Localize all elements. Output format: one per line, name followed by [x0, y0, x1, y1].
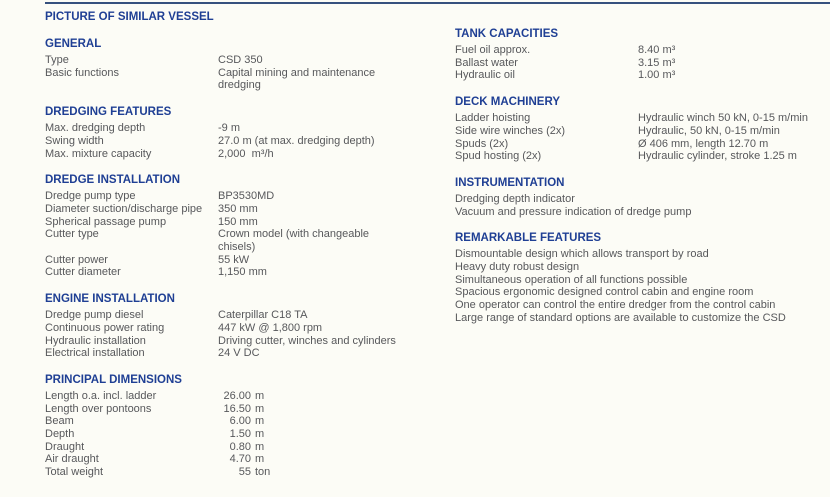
section-heading: ENGINE INSTALLATION [45, 293, 175, 306]
spec-value: Crown model (with changeable chisels) [218, 228, 373, 254]
spec-row [45, 347, 455, 360]
spec-row [45, 203, 455, 216]
spec-label: Spud hosting (2x) [455, 150, 542, 163]
spec-value-unit: m [255, 389, 265, 402]
section-heading: PRINCIPAL DIMENSIONS [45, 373, 182, 386]
spec-value: Driving cutter, winches and cylinders [218, 334, 396, 347]
spec-label: Electrical installation [45, 347, 145, 360]
section-remarkable-features [455, 232, 830, 324]
section-instrumentation [455, 177, 830, 218]
spec-label: Max. dredging depth [45, 122, 146, 135]
section-heading: INSTRUMENTATION [455, 176, 565, 189]
page-title: PICTURE OF SIMILAR VESSEL [45, 11, 214, 23]
spec-value-number: 26.00 [223, 389, 251, 402]
spec-value: 350 mm [218, 202, 258, 215]
spec-row [45, 67, 455, 92]
section-deck-machinery [455, 96, 830, 163]
section-heading: DECK MACHINERY [455, 96, 560, 109]
section-heading: DREDGING FEATURES [45, 106, 172, 119]
spec-row [45, 54, 455, 67]
spec-row [45, 466, 455, 479]
spec-row [45, 415, 455, 428]
spec-value: Hydraulic, 50 kN, 0-15 m/min [638, 124, 780, 137]
spec-row [455, 69, 830, 82]
spec-row [45, 135, 455, 148]
feature-line: One operator can control the entire dredger from the control cabin [455, 299, 776, 312]
spec-row [455, 57, 830, 70]
column-left [45, 6, 455, 479]
top-rule [45, 2, 830, 4]
spec-row [455, 138, 830, 151]
section-heading: GENERAL [45, 38, 102, 50]
spec-label: Fuel oil approx. [455, 44, 531, 56]
spec-value: BP3530MD [218, 190, 275, 203]
spec-value: 55 kW [218, 253, 250, 266]
spec-row [45, 122, 455, 135]
spec-value [218, 466, 398, 479]
spec-value [218, 453, 398, 466]
section-tank-capacities [455, 28, 830, 82]
spec-value: -9 m [218, 122, 240, 135]
spec-label: Dredge pump type [45, 190, 136, 203]
spec-value: 27.0 m (at max. dredging depth) [218, 134, 375, 147]
spec-label: Max. mixture capacity [45, 147, 152, 160]
spec-value: Hydraulic cylinder, stroke 1.25 m [638, 150, 797, 163]
spec-label: Ladder hoisting [455, 112, 531, 125]
section-dredging-features [45, 106, 455, 160]
spec-value-unit: m [255, 453, 265, 466]
section-heading: TANK CAPACITIES [455, 28, 559, 40]
section-heading: REMARKABLE FEATURES [455, 232, 602, 245]
section-engine-installation [45, 293, 455, 360]
spec-row [45, 228, 455, 253]
spec-label: Swing width [45, 134, 104, 147]
spec-value [218, 403, 398, 416]
spec-value: 24 V DC [218, 347, 260, 360]
spec-row [45, 216, 455, 229]
section-heading: DREDGE INSTALLATION [45, 174, 181, 187]
spec-row [45, 322, 455, 335]
spec-label: Air draught [45, 453, 99, 466]
spec-value: Capital mining and maintenance dredging [218, 66, 379, 92]
spec-row [45, 190, 455, 203]
spec-row [45, 403, 455, 416]
spec-label: Hydraulic oil [455, 69, 515, 82]
spec-value [218, 415, 398, 428]
spec-label: Cutter diameter [45, 266, 121, 279]
spec-row [455, 125, 830, 138]
spec-row [45, 441, 455, 454]
spec-value-unit: ton [255, 466, 271, 479]
spec-value-number: 4.70 [229, 453, 251, 466]
spec-value: 1,150 mm [218, 266, 267, 279]
spec-label: Length o.a. incl. ladder [45, 389, 157, 402]
spec-label: Total weight [45, 466, 104, 479]
spec-label: Continuous power rating [45, 321, 165, 334]
spec-value: 8.40 m³ [638, 44, 676, 56]
spec-value: 150 mm [218, 215, 258, 228]
spec-row [455, 150, 830, 163]
spec-row [455, 44, 830, 57]
spec-value-number: 1.50 [229, 428, 251, 441]
spec-value: Hydraulic winch 50 kN, 0-15 m/min [638, 112, 808, 125]
spec-label: Spuds (2x) [455, 137, 509, 150]
feature-line: Dredging depth indicator [455, 192, 575, 205]
spec-value: Caterpillar C18 TA [218, 309, 308, 322]
spec-value: 2,000 m³/h [218, 147, 274, 160]
feature-line: Spacious ergonomic designed control cabin and engine room [455, 286, 754, 299]
spec-label: Basic functions [45, 66, 119, 79]
spec-value-number: 55 [238, 466, 251, 479]
spec-label: Cutter type [45, 228, 99, 241]
spec-row [45, 335, 455, 348]
spec-row [455, 112, 830, 125]
feature-line: Dismountable design which allows transport by road [455, 248, 709, 261]
spec-label: Cutter power [45, 253, 108, 266]
spec-label: Ballast water [455, 56, 518, 69]
feature-line: Simultaneous operation of all functions possible [455, 273, 688, 286]
spec-value: 1.00 m³ [638, 69, 676, 82]
spec-value: CSD 350 [218, 54, 263, 66]
spec-row [45, 254, 455, 267]
spec-label: Dredge pump diesel [45, 309, 144, 322]
spec-row [45, 390, 455, 403]
spec-label: Depth [45, 428, 75, 441]
spec-label: Side wire winches (2x) [455, 124, 566, 137]
spec-label: Beam [45, 415, 74, 428]
column-right [455, 6, 830, 479]
spec-value [218, 441, 398, 454]
spec-value: 447 kW @ 1,800 rpm [218, 321, 323, 334]
spec-row [45, 453, 455, 466]
spec-value-number: 0.80 [229, 440, 251, 453]
spec-value-number: 16.50 [223, 402, 251, 415]
spec-value-number: 6.00 [229, 415, 251, 428]
feature-line: Vacuum and pressure indication of dredge pump [455, 205, 692, 218]
spec-row [45, 309, 455, 322]
spec-row [45, 148, 455, 161]
section-principal-dimensions [45, 374, 455, 479]
spec-value [218, 428, 398, 441]
spec-label: Hydraulic installation [45, 334, 146, 347]
spec-label: Type [45, 54, 69, 66]
spec-value: 3.15 m³ [638, 56, 676, 69]
spec-value: Ø 406 mm, length 12.70 m [638, 137, 769, 150]
spec-value-unit: m [255, 415, 265, 428]
spec-row [45, 266, 455, 279]
spec-row [45, 428, 455, 441]
spec-value-unit: m [255, 402, 265, 415]
spec-label: Draught [45, 440, 85, 453]
spec-value-unit: m [255, 440, 265, 453]
section-general [45, 38, 455, 92]
section-dredge-installation [45, 174, 455, 279]
spec-value [218, 390, 398, 403]
spec-value-unit: m [255, 428, 265, 441]
spec-label: Diameter suction/discharge pipe [45, 202, 203, 215]
feature-line: Large range of standard options are available to customize the CSD [455, 311, 786, 324]
spec-label: Spherical passage pump [45, 215, 167, 228]
feature-line: Heavy duty robust design [455, 261, 580, 274]
spec-label: Length over pontoons [45, 402, 152, 415]
